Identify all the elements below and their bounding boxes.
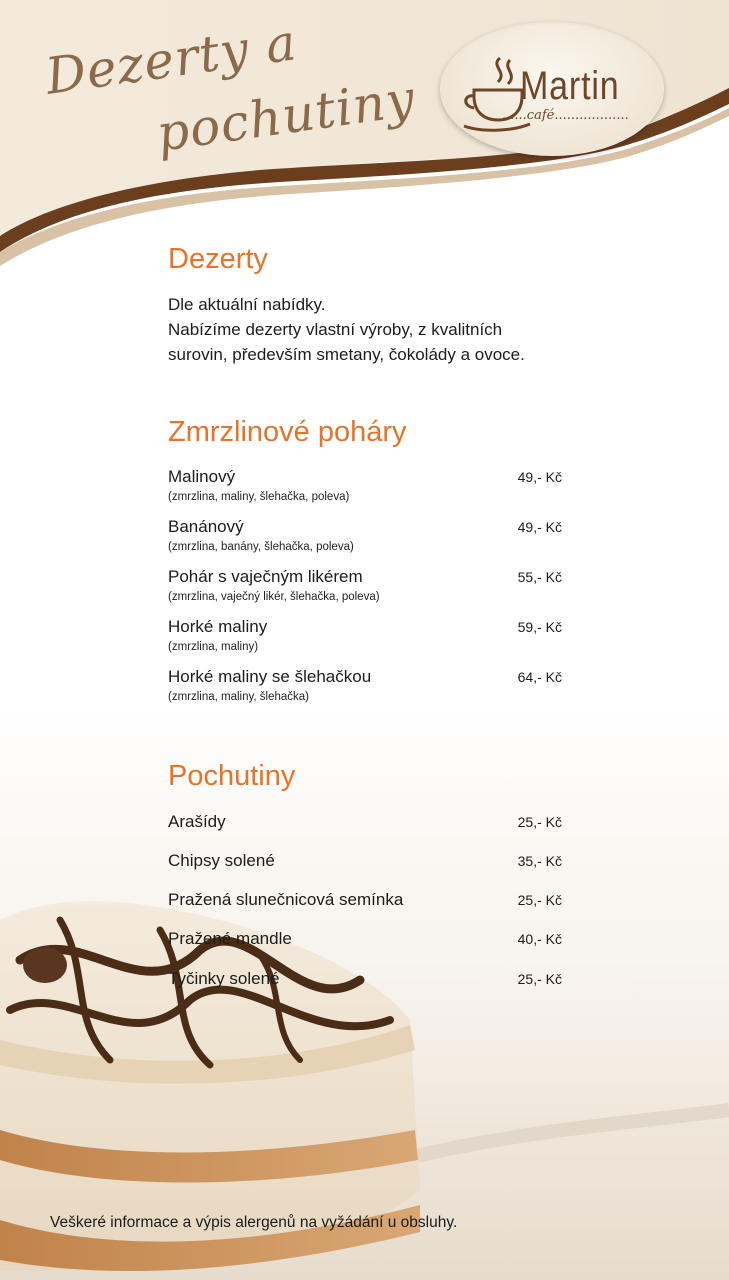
item-ingredients: (zmrzlina, vaječný likér, šlehačka, poleva) <box>168 591 380 603</box>
section-heading-pochutiny: Pochutiny <box>168 760 296 792</box>
item-price: 35,- Kč <box>517 853 562 869</box>
section-heading-dezerty: Dezerty <box>168 243 268 275</box>
item-price: 49,- Kč <box>517 469 562 485</box>
item-name: Banánový <box>168 517 244 536</box>
item-name: Malinový <box>168 467 236 486</box>
item-name: Pražené mandle <box>168 929 292 948</box>
item-name: Pražená slunečnicová semínka <box>168 890 404 909</box>
item-price: 25,- Kč <box>517 814 562 830</box>
title-line-2: pochutiny <box>153 69 419 163</box>
item-ingredients: (zmrzlina, banány, šlehačka, poleva) <box>168 541 354 553</box>
allergen-note: Veškeré informace a výpis alergenů na vyžádání u obsluhy. <box>50 1214 458 1231</box>
item-name: Arašídy <box>168 812 226 831</box>
item-price: 59,- Kč <box>517 619 562 635</box>
item-name: Horké maliny se šlehačkou <box>168 667 372 686</box>
item-name: Horké maliny <box>168 617 268 636</box>
item-price: 64,- Kč <box>517 669 562 685</box>
item-price: 25,- Kč <box>517 892 562 908</box>
description-line: Dle aktuální nabídky. <box>168 295 326 314</box>
item-price: 55,- Kč <box>517 569 562 585</box>
item-name: Pohár s vaječným likérem <box>168 567 363 586</box>
description-line: Nabízíme dezerty vlastní výroby, z kvalitních <box>168 320 503 339</box>
item-ingredients: (zmrzlina, maliny, šlehačka) <box>168 691 310 703</box>
cafe-logo <box>440 22 664 156</box>
item-name: Chipsy solené <box>168 851 275 870</box>
item-ingredients: (zmrzlina, maliny, šlehačka, poleva) <box>168 491 350 503</box>
logo-subtitle: ......café.................. <box>502 108 629 123</box>
item-price: 49,- Kč <box>517 519 562 535</box>
item-price: 25,- Kč <box>517 971 562 987</box>
item-price: 40,- Kč <box>517 931 562 947</box>
dezerty-description <box>168 292 525 367</box>
logo-name: Martin <box>520 64 620 108</box>
section-heading-zmrzlinove-pohary: Zmrzlinové poháry <box>168 416 407 448</box>
title-line-1: Dezerty a <box>42 13 301 106</box>
item-name: Tyčinky solené <box>168 969 280 988</box>
description-line: surovin, především smetany, čokolády a ovoce. <box>168 345 525 364</box>
item-ingredients: (zmrzlina, maliny) <box>168 641 259 653</box>
